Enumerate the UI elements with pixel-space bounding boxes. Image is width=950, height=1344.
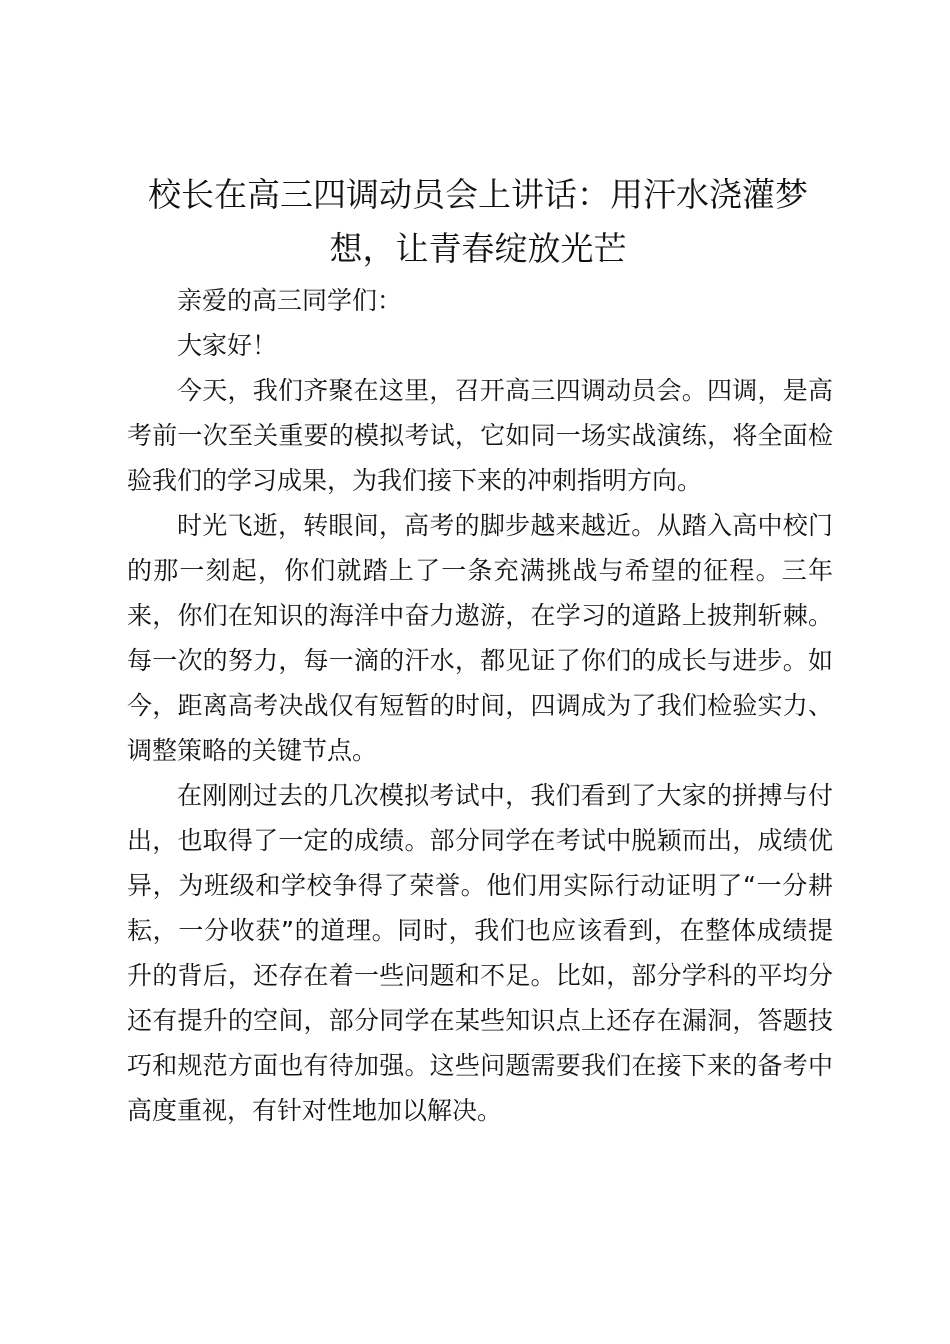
body-paragraph: 今天，我们齐聚在这里，召开高三四调动员会。四调，是高考前一次至关重要的模拟考试，它如同一场实战演练，将全面检验我们的学习成果，为我们接下来的冲刺指明方向。 [127, 376, 833, 495]
body-paragraph: 时光飞逝，转眼间，高考的脚步越来越近。从踏入高中校门的那一刻起，你们就踏上了一条充满挑战与希望的征程。三年来，你们在知识的海洋中奋力遨游，在学习的道路上披荆斩棘。每一次的努力，每一滴的汗水，都见证了你们的成长与进步。如今，距离高考决战仅有短暂的时间，四调成为了我们检验实力、调整策略的关键节点。 [127, 511, 833, 765]
body-paragraph: 在刚刚过去的几次模拟考试中，我们看到了大家的拼搏与付出，也取得了一定的成绩。部分同学在考试中脱颖而出，成绩优异，为班级和学校争得了荣誉。他们用实际行动证明了“一分耕耘，一分收获”的道理。同时，我们也应该看到，在整体成绩提升的背后，还存在着一些问题和不足。比如，部分学科的平均分还有提升的空间，部分同学在某些知识点上还存在漏洞，答题技巧和规范方面也有待加强。这些问题需要我们在接下来的备考中高度重视，有针对性地加以解决。 [127, 781, 833, 1125]
document-title: 校长在高三四调动员会上讲话：用汗水浇灌梦想，让青春绽放光芒 [148, 175, 808, 268]
greeting-paragraph: 大家好！ [177, 331, 278, 360]
salutation-paragraph: 亲爱的高三同学们： [177, 286, 403, 315]
document-body [127, 278, 833, 1133]
